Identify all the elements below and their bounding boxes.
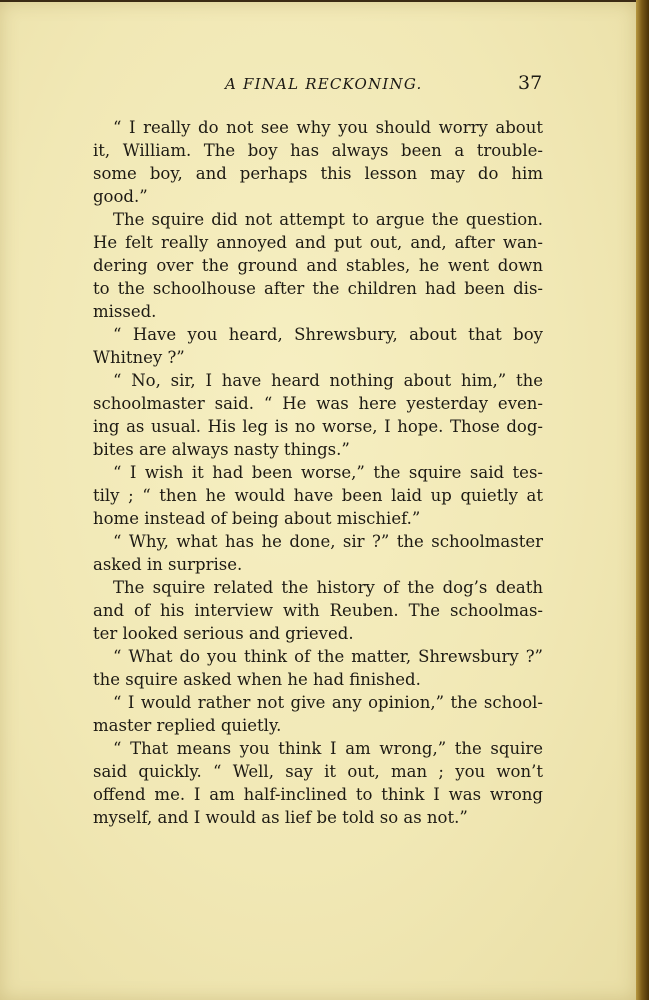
- text-line: He felt really annoyed and put out, and, after wan-: [93, 233, 543, 252]
- text-line: asked in surprise.: [93, 555, 243, 574]
- text-line: schoolmaster said. “ He was here yesterday even-: [93, 394, 543, 413]
- text-line: tily ; “ then he would have been laid up quietly at: [93, 486, 543, 505]
- running-title: A FINAL RECKONING.: [225, 75, 423, 93]
- text-line: “ I would rather not give any opinion,” the school-: [113, 693, 543, 712]
- text-line: ter looked serious and grieved.: [93, 624, 354, 643]
- text-line: Whitney ?”: [93, 348, 185, 367]
- text-line: master replied quietly.: [93, 716, 282, 735]
- text-line: myself, and I would as lief be told so as not.”: [93, 808, 468, 827]
- text-line: dering over the ground and stables, he went down: [93, 256, 543, 275]
- text-line: The squire did not attempt to argue the question.: [113, 210, 543, 229]
- text-line: “ No, sir, I have heard nothing about him,” the: [113, 371, 543, 390]
- text-line: it, William. The boy has always been a trouble-: [93, 141, 543, 160]
- text-line: offend me. I am half-inclined to think I was wrong: [93, 785, 543, 804]
- text-line: “ What do you think of the matter, Shrewsbury ?”: [113, 647, 543, 666]
- text-line: said quickly. “ Well, say it out, man ; you won’t: [93, 762, 543, 781]
- text-line: and of his interview with Reuben. The schoolmas-: [93, 601, 543, 620]
- book-page: [0, 2, 636, 1000]
- body-text: [93, 116, 543, 829]
- text-line: “ Why, what has he done, sir ?” the schoolmaster: [113, 532, 543, 551]
- page-header: [0, 72, 636, 100]
- text-line: the squire asked when he had finished.: [93, 670, 421, 689]
- text-line: “ I really do not see why you should worry about: [113, 118, 543, 137]
- page-edge: [636, 0, 649, 1000]
- text-line: “ I wish it had been worse,” the squire said tes-: [113, 463, 543, 482]
- text-line: some boy, and perhaps this lesson may do him: [93, 164, 543, 183]
- page-number: 37: [518, 72, 543, 94]
- text-line: bites are always nasty things.”: [93, 440, 350, 459]
- text-line: good.”: [93, 187, 148, 206]
- text-line: missed.: [93, 302, 157, 321]
- text-line: “ That means you think I am wrong,” the squire: [113, 739, 543, 758]
- text-line: home instead of being about mischief.”: [93, 509, 421, 528]
- text-line: “ Have you heard, Shrewsbury, about that boy: [113, 325, 543, 344]
- text-line: to the schoolhouse after the children had been dis-: [93, 279, 543, 298]
- text-line: ing as usual. His leg is no worse, I hope. Those dog-: [93, 417, 543, 436]
- text-line: The squire related the history of the dog’s death: [113, 578, 543, 597]
